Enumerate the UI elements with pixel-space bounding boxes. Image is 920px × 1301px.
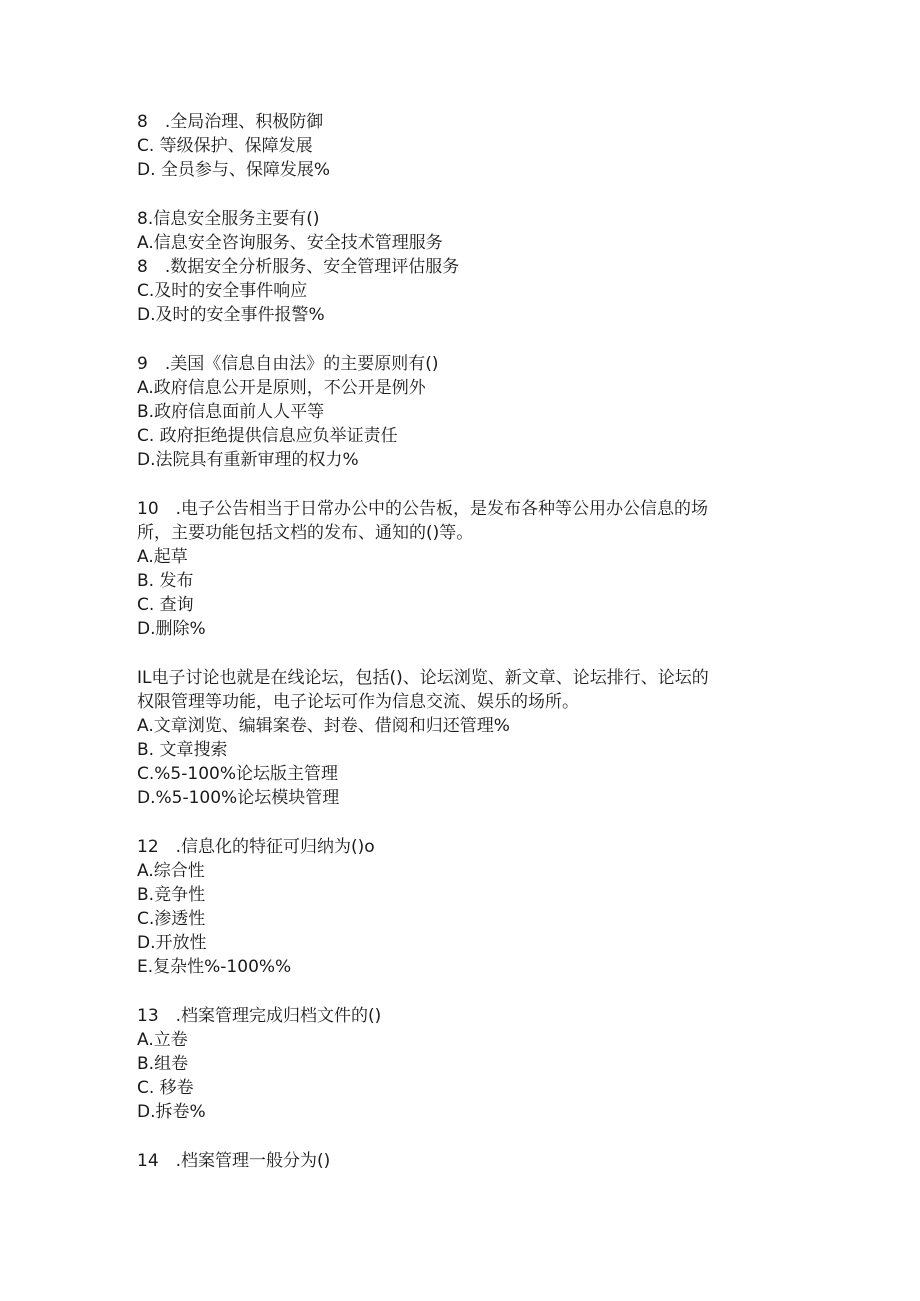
question-line-continued: 权限管理等功能，电子论坛可作为信息交流、娱乐的场所。 <box>137 692 579 712</box>
option-line: C.渗透性 <box>137 909 206 929</box>
question-line: 9 .美国《信息自由法》的主要原则有() <box>137 354 439 374</box>
option-line: C. 移卷 <box>137 1078 194 1098</box>
option-line: A.起草 <box>137 547 188 567</box>
option-line: C. 政府拒绝提供信息应负举证责任 <box>137 426 398 446</box>
option-line: D.开放性 <box>137 933 207 953</box>
question-line: 13 .档案管理完成归档文件的() <box>137 1006 382 1026</box>
question-block <box>137 1149 797 1173</box>
question-block <box>137 207 797 327</box>
question-line: 10 .电子公告相当于日常办公中的公告板，是发布各种等公用办公信息的场 <box>137 499 709 519</box>
option-line: A.信息安全咨询服务、安全技术管理服务 <box>137 233 443 253</box>
option-line: A.立卷 <box>137 1030 188 1050</box>
question-block <box>137 1004 797 1124</box>
question-line: 14 .档案管理一般分为() <box>137 1151 331 1171</box>
option-line: A.综合性 <box>137 861 205 881</box>
option-line: B.组卷 <box>137 1054 189 1074</box>
question-line: IL电子讨论也就是在线论坛，包括()、论坛浏览、新文章、论坛排行、论坛的 <box>137 668 709 688</box>
option-line: D.删除% <box>137 619 206 639</box>
question-block <box>137 352 797 472</box>
option-line: D.%5-100%论坛模块管理 <box>137 788 340 808</box>
option-line: B.竞争性 <box>137 885 206 905</box>
question-line-continued: 所，主要功能包括文档的发布、通知的()等。 <box>137 523 474 543</box>
option-line: C. 查询 <box>137 595 194 615</box>
option-line: B. 发布 <box>137 571 194 591</box>
question-block <box>137 835 797 979</box>
option-line: A.文章浏览、编辑案卷、封卷、借阅和归还管理% <box>137 716 510 736</box>
option-line: 8 .数据安全分析服务、安全管理评估服务 <box>137 257 460 277</box>
question-block <box>137 110 797 182</box>
option-line: D.法院具有重新审理的权力% <box>137 450 359 470</box>
question-block <box>137 666 797 810</box>
option-line: D. 全员参与、保障发展% <box>137 160 331 180</box>
option-line: D.及时的安全事件报警% <box>137 305 325 325</box>
question-line: 8 .全局治理、积极防御 <box>137 112 324 132</box>
option-line: B.政府信息面前人人平等 <box>137 402 325 422</box>
question-line: 8.信息安全服务主要有() <box>137 209 320 229</box>
question-block <box>137 497 797 641</box>
option-line: B. 文章搜索 <box>137 740 228 760</box>
option-line: A.政府信息公开是原则，不公开是例外 <box>137 378 426 398</box>
option-line: C. 等级保护、保障发展 <box>137 136 313 156</box>
option-line: E.复杂性%-100%% <box>137 957 292 977</box>
document-page <box>137 110 797 1198</box>
option-line: C.及时的安全事件响应 <box>137 281 308 301</box>
question-line: 12 .信息化的特征可归纳为()o <box>137 837 375 857</box>
option-line: D.拆卷% <box>137 1102 206 1122</box>
option-line: C.%5-100%论坛版主管理 <box>137 764 338 784</box>
